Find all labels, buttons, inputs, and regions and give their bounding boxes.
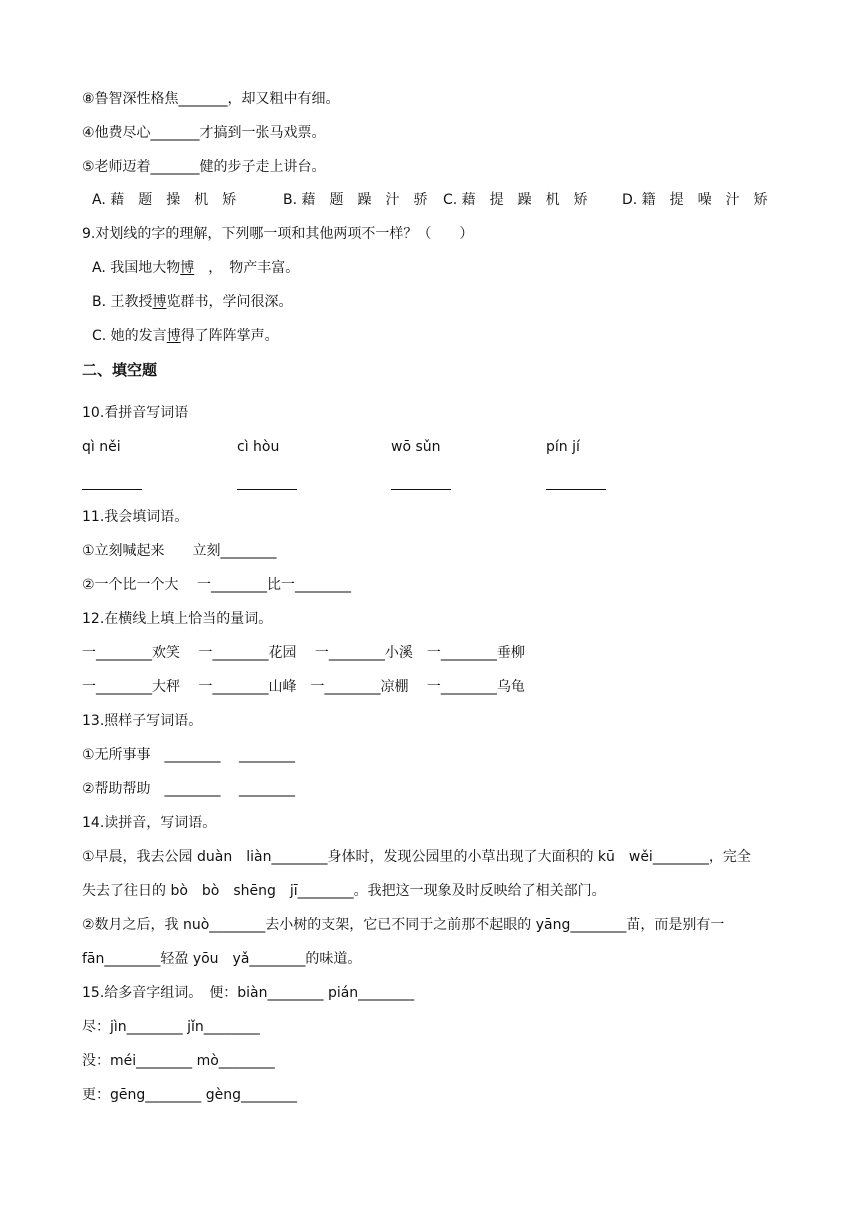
q12-stem: 12.在横线上填上恰当的量词。 (82, 611, 273, 627)
q9-stem: 9.对划线的字的理解，下列哪一项和其他两项不一样？（ ） (82, 226, 474, 242)
q13-line-2: ②帮助帮助 ________ ________ (82, 781, 296, 797)
q10-blank-2[interactable] (237, 489, 297, 490)
q10-pinyin-1: qì něi (82, 439, 121, 455)
section-title: 二、填空题 (82, 361, 158, 379)
q9-option-b: B. 王教授博览群书，学问很深。 (92, 294, 293, 310)
q14-line-3: ②数月之后，我 nuò________去小树的支架，它已不同于之前那不起眼的 yāng________苗，而是别有一 (82, 917, 725, 933)
q11-stem: 11.我会填词语。 (82, 509, 189, 525)
q8-item-5: ⑤老师迈着_______健的步子走上讲台。 (82, 159, 326, 175)
q10-blank-3[interactable] (391, 489, 451, 490)
underlined-char: 博 (152, 294, 167, 310)
q8-option-d: D. 籍 提 噪 汁 矫 (622, 192, 768, 208)
q8-option-c: C. 藉 提 躁 机 矫 (443, 192, 588, 208)
q9-option-a: A. 我国地大物博 ， 物产丰富。 (92, 260, 300, 276)
q14-line-2: 失去了往日的 bò bò shēng jī________。我把这一现象及时反映给了相关部门。 (82, 883, 606, 899)
q8-option-b: B. 藉 题 躁 汁 骄 (283, 192, 428, 208)
q8-item-8: ⑧鲁智深性格焦_______，却又粗中有细。 (82, 91, 340, 107)
q9-option-c: C. 她的发言博得了阵阵掌声。 (92, 328, 279, 344)
q10-blank-4[interactable] (546, 489, 606, 490)
q11-line-2: ②一个比一个大 一________比一________ (82, 577, 352, 593)
q14-line-4: fān________轻盈 yōu yǎ________的味道。 (82, 951, 362, 967)
q11-line-1: ①立刻喊起来 立刻________ (82, 543, 277, 559)
q8-item-4: ④他费尽心_______才搞到一张马戏票。 (82, 125, 326, 141)
q10-pinyin-2: cì hòu (237, 439, 280, 455)
q15-line-3: 更：gēng________ gèng________ (82, 1087, 297, 1103)
q13-line-1: ①无所事事 ________ ________ (82, 747, 296, 763)
q15-line-1: 尽：jìn________ jǐn________ (82, 1019, 260, 1035)
q10-stem: 10.看拼音写词语 (82, 405, 189, 421)
underlined-char: 博 (166, 328, 181, 344)
q14-stem: 14.读拼音，写词语。 (82, 815, 217, 831)
q14-line-1: ①早晨，我去公园 duàn liàn________身体时，发现公园里的小草出现了大面积的 kū wěi________，完全 (82, 849, 751, 865)
q15-stem: 15.给多音字组词。 便：biàn________ pián________ (82, 985, 415, 1001)
q10-pinyin-3: wō sǔn (391, 439, 441, 455)
q15-line-2: 没：méi________ mò________ (82, 1053, 275, 1069)
q12-line-2: 一________大秤 一________山峰 一________凉棚 一________乌龟 (82, 679, 525, 695)
q10-pinyin-4: pín jí (546, 439, 580, 455)
underlined-char: 博 (180, 260, 195, 276)
q13-stem: 13.照样子写词语。 (82, 713, 203, 729)
q12-line-1: 一________欢笑 一________花园 一________小溪 一________垂柳 (82, 645, 525, 661)
q10-blank-1[interactable] (82, 489, 142, 490)
q8-option-a: A. 藉 题 操 机 矫 (92, 192, 237, 208)
